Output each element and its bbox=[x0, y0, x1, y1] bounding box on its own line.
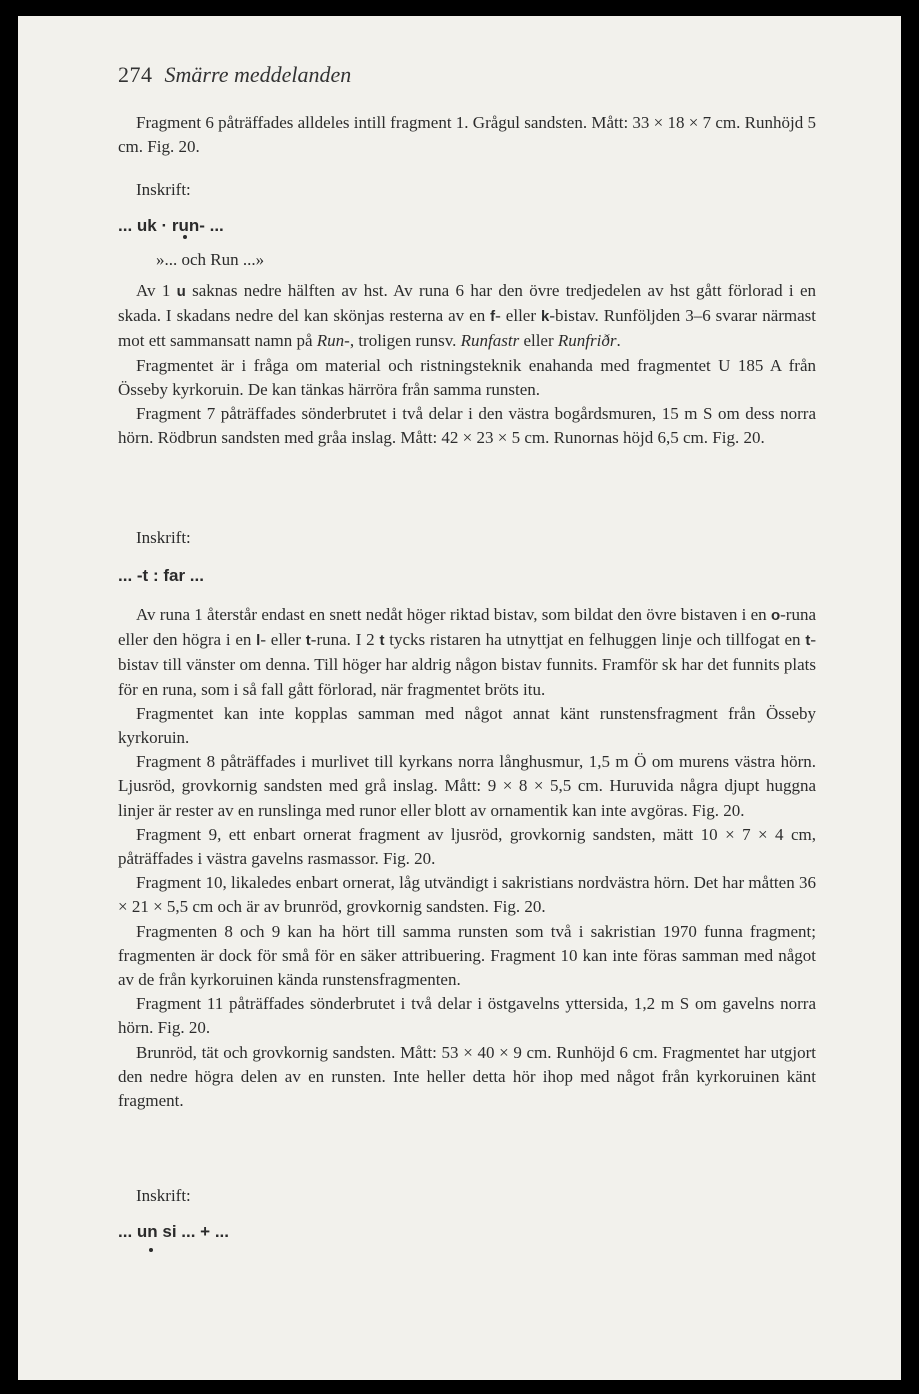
running-header bbox=[118, 62, 351, 88]
paragraph-attribution: Fragmenten 8 och 9 kan ha hört till samma runsten som två i sakristian 1970 funna fragment; fragmenten är dock för små för en säker attribuering. Fragment 10 kan inte föras samman med något av de från kyrkoruinen kända runstensfragmenten. bbox=[118, 921, 816, 990]
runic-transliteration: ... uk · run- ... bbox=[118, 216, 224, 235]
uncertain-rune-dot bbox=[183, 235, 187, 239]
paragraph-fragment-11-material: Brunröd, tät och grovkornig sandsten. Mått: 53 × 40 × 9 cm. Runhöjd 6 cm. Fragmentet har utgjort den nedre högra delen av en runsten. Inte heller detta hör ihop med något från kyrkoruinen känt fragment. bbox=[118, 1042, 816, 1111]
paragraph-fragment-8: Fragment 8 påträffades i murlivet till kyrkans norra långhusmur, 1,5 m Ö om murens västra hörn. Ljusröd, grovkornig sandsten med grå inslag. Mått: 9 × 8 × 5,5 cm. Huruvida några djupt huggna linjer är rester av en runslinga med runor eller blott av ornamentik kan inte avgöras. Fig. 20. bbox=[118, 752, 816, 820]
inscription-label: Inskrift: bbox=[136, 180, 191, 199]
inscription-block-1 bbox=[118, 178, 816, 272]
paragraph-material: Fragmentet är i fråga om material och ristningsteknik enahanda med fragmentet U 185 A från Össeby kyrkoruin. De kan tänkas härröra från samma runsten. bbox=[118, 355, 816, 399]
paragraph-fragment-10: Fragment 10, likaledes enbart ornerat, låg utvändigt i sakristians nordvästra hörn. Det har måtten 36 × 21 × 5,5 cm och är av brunröd, grovkornig sandsten. Fig. 20. bbox=[118, 873, 816, 917]
inscription-block-3 bbox=[118, 1184, 816, 1244]
paragraph-fragment-7: Fragment 7 påträffades sönderbrutet i två delar i den västra bogårdsmuren, 15 m S om dess norra hörn. Rödbrun sandsten med gråa inslag. Mått: 42 × 23 × 5 cm. Runornas höjd 6,5 cm. Fig. 20. bbox=[118, 404, 816, 448]
paragraph-rune-analysis: Av runa 1 återstår endast en snett nedåt höger riktad bistav, som bildat den övre bistaven i en o-runa eller den högra i en l- eller t-runa. I 2 t tycks ristaren ha utnyttjat en felhuggen linje och tillfogat en t-bistav till vänster om denna. Till höger har aldrig någon bistav funnits. Framför sk har det funnits plats för en runa, som i så fall gått förlorad, när fragmentet bröts itu. bbox=[118, 605, 817, 699]
section-fragments-7-11 bbox=[118, 603, 816, 1113]
paragraph-rune-commentary: Av 1 u saknas nedre hälften av hst. Av runa 6 har den övre tredjedelen av hst gått förlorad i en skada. I skadans nedre del kan skönjas resterna av en f- eller k-bistav. Runföljden 3–6 svarar närmast mot ett sammansatt namn på Run-, troligen runsv. Runfastr eller Runfriðr. bbox=[118, 281, 817, 351]
paragraph-comparison: Fragmentet kan inte kopplas samman med något annat känt runstensfragment från Össeby kyrkoruin. bbox=[118, 703, 816, 748]
section-commentary bbox=[118, 279, 816, 450]
inscription-translation: »... och Run ...» bbox=[156, 250, 265, 269]
runic-transliteration: ... un si ... + ... bbox=[118, 1222, 229, 1241]
inscription-label: Inskrift: bbox=[136, 528, 191, 547]
uncertain-rune-dot bbox=[149, 1248, 153, 1252]
section-fragment-6 bbox=[118, 111, 816, 159]
paragraph-fragment-11: Fragment 11 påträffades sönderbrutet i två delar i östgavelns yttersida, 1,2 m S om gavelns norra hörn. Fig. 20. bbox=[118, 994, 816, 1038]
page-number: 274 bbox=[118, 62, 153, 87]
paragraph-fragment-6: Fragment 6 påträffades alldeles intill fragment 1. Grågul sandsten. Mått: 33 × 18 × 7 cm. Runhöjd 5 cm. Fig. 20. bbox=[118, 113, 816, 157]
inscription-block-2 bbox=[118, 526, 816, 588]
inscription-label: Inskrift: bbox=[136, 1186, 191, 1205]
page bbox=[18, 16, 901, 1380]
running-title: Smärre meddelanden bbox=[164, 62, 352, 87]
runic-transliteration: ... -t : far ... bbox=[118, 566, 204, 585]
paragraph-fragment-9: Fragment 9, ett enbart ornerat fragment av ljusröd, grovkornig sandsten, mätt 10 × 7 × 4 cm, påträffades i västra gavelns rasmassor. Fig. 20. bbox=[118, 824, 816, 869]
